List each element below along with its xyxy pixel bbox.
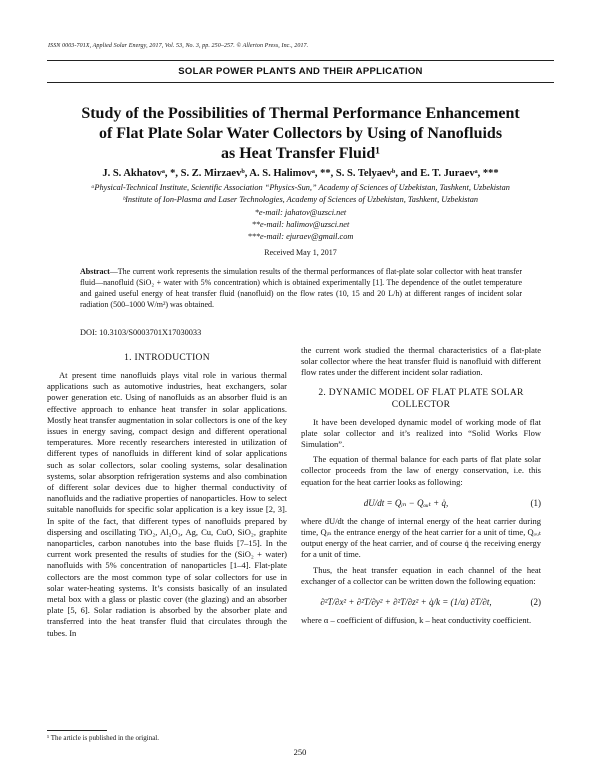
model-heading-line2: COLLECTOR xyxy=(391,399,451,410)
top-rule xyxy=(47,60,554,61)
footnote-rule xyxy=(47,730,107,731)
affiliation-b: ᵇInstitute of Ion-Plasma and Laser Technologies, Academy of Sciences of Uzbekistan, Tashkent, Uzbekistan xyxy=(122,195,479,204)
authors: J. S. Akhatovᵃ, *, S. Z. Mirzaevᵇ, A. S. Halimovᵃ, **, S. S. Telyaevᵇ, and E. T. Juraevᵃ, *** xyxy=(102,168,499,179)
equation-2-body: ∂²T/∂x² + ∂²T/∂y² + ∂²T/∂z² + q̇/k = (1/α) ∂T/∂t, xyxy=(320,597,492,608)
affiliation-a: ᵃPhysical-Technical Institute, Scientific Association “Physics-Sun,” Academy of Sciences of Uzbekistan, Tashkent, Uzbekistan xyxy=(91,183,510,192)
abstract xyxy=(80,266,522,310)
right-column xyxy=(301,345,541,630)
email-1: *e-mail: jahatov@uzsci.net xyxy=(254,208,347,217)
section-rule xyxy=(47,82,554,83)
email-2: **e-mail: halimov@uzsci.net xyxy=(251,220,350,229)
model-heading-line1: 2. DYNAMIC MODEL OF FLAT PLATE SOLAR xyxy=(318,387,524,398)
model-paragraph-4: Thus, the heat transfer equation in each channel of the heat exchanger of a collector can be written down the following equation: xyxy=(301,564,541,586)
title-line: as Heat Transfer Fluid¹ xyxy=(220,145,381,162)
title-line: of Flat Plate Solar Water Collectors by Using of Nanofluids xyxy=(98,125,503,142)
footnote: ¹ The article is published in the original. xyxy=(47,734,159,742)
equation-1 xyxy=(301,492,541,516)
section-heading: SOLAR POWER PLANTS AND THEIR APPLICATION xyxy=(178,66,423,77)
equation-2 xyxy=(301,591,541,615)
received-date: Received May 1, 2017 xyxy=(264,248,337,257)
abstract-label: Abstract xyxy=(80,267,110,276)
equation-2-number: (2) xyxy=(530,597,541,608)
paper-title xyxy=(47,104,554,164)
equation-1-body: dU/dt = Qᵢₙ − Qₒᵤₜ + q̇, xyxy=(363,497,449,508)
model-paragraph-3: where dU/dt the change of internal energy of the heat carrier during time, Qᵢₙ the entrance energy of the heat carrier for a unit of time, Qₒᵤₜ output energy of the heat carrier, and of course q̇ the receiving energy for a unit of time. xyxy=(301,515,541,560)
equation-1-number: (1) xyxy=(530,497,541,508)
intro-heading: 1. INTRODUCTION xyxy=(124,353,210,363)
title-line: Study of the Possibilities of Thermal Performance Enhancement xyxy=(81,105,520,122)
page-number: 250 xyxy=(293,747,307,757)
journal-line: ISSN 0003-701X, Applied Solar Energy, 2017, Vol. 53, No. 3, pp. 250–257. © Allerton Press, Inc., 2017. xyxy=(48,43,309,49)
model-paragraph-2: The equation of thermal balance for each parts of flat plate solar collector proceeds from the law of energy conservation, i.e. this equation for the heat carrier looks as following: xyxy=(301,454,541,487)
model-paragraph-1: It have been developed dynamic model of working mode of flat plate solar collector and it’s realized into “Solid Works Flow Simulation”. xyxy=(301,416,541,450)
email-3: ***e-mail: ejuraev@gmail.com xyxy=(247,232,354,241)
left-column xyxy=(47,352,287,643)
abstract-text: —The current work represents the simulation results of the thermal performances of flat-plate solar collector with heat transfer fluid—nanofluid (SiO₂ + water with 5% concentration) which is obtained experimentally [1]. The dependence of the outlet temperature and gained useful energy of heat transfer fluid (nanofluid) on the flow rates (10, 15 and 20 L/h) at different ranges of incident solar radiation (500–1000 W/m²) was obtained. xyxy=(80,267,522,309)
intro-paragraph: At present time nanofluids plays vital role in various thermal applications such as automotive industries, heat exchangers, solar power generation etc. Using of nanofluids as an absorber fluid is an effective approach to enhance heat transfer in solar applications. Mostly heat transfer augmentation in solar collectors is one of the key issues in energy saving, compact design and different operational temperatures. More recently researchers interested in utilization of different types of nanofluids in different kind of solar applications such as solar collectors, solar cooling systems, solar desalination systems, solar absorption refrigeration systems and also combination of different solar devices due to higher thermal conductivity of nanofluids and the radiative properties of nanoparticles. How to select suitable nanofluids for specific solar application is a key issue [2, 3]. In spite of the fact, that different types of nanofluids prepared by dispersing and oscillating TiO₂, Al₂O₃, Ag, Cu, CuO, SiO₂, graphite nanoparticles, carbon nanotubes into the base fluids [7–15]. In the current work presented the results of studies for the (SiO₂ + water) nanofluids with 5% concentration of nanoparticles [1–4]. Flat-plate collectors are the most common type of solar collectors for use in solar water-heating systems. It’s consists basically of an insulated metal box with a glass or plastic cover (the glazing) and an absorber plate [5, 6]. Solar radiation is absorbed by the absorber plate and transferred into the heat transfer fluid that circulates through the tubes. In xyxy=(47,370,287,638)
doi: DOI: 10.3103/S0003701X17030033 xyxy=(80,328,202,337)
intro-continued: the current work studied the thermal characteristics of a flat-plate solar collector where the heat transfer fluid is nanofluid with different flow rates under the different incident solar radiation. xyxy=(301,345,541,378)
model-paragraph-5: where α – coefficient of diffusion, k – heat conductivity coefficient. xyxy=(301,615,532,626)
model-heading xyxy=(301,387,541,411)
